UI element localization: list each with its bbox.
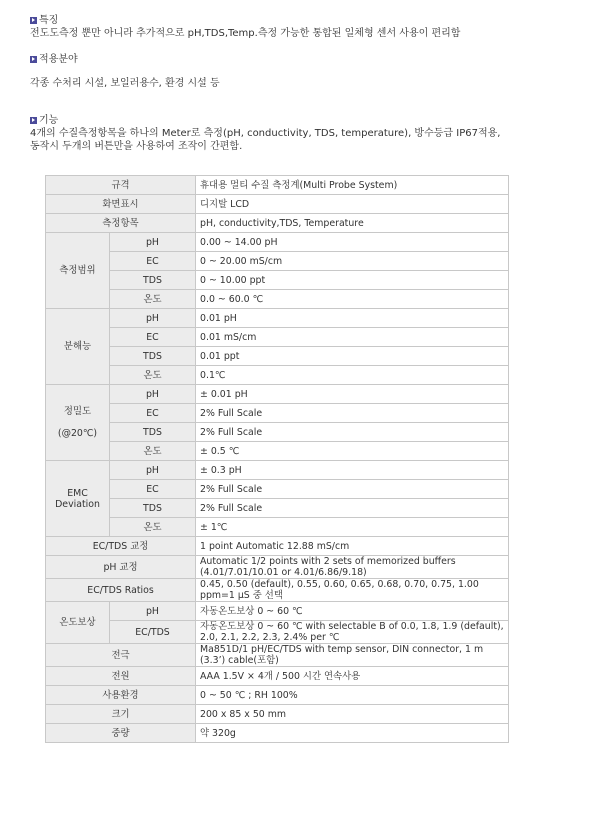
- spec-label: 규격: [46, 176, 196, 195]
- table-row: [46, 233, 509, 252]
- table-row: [46, 195, 509, 214]
- functions-text: 4개의 수질측정항목을 하나의 Meter로 측정(pH, conductivity, TDS, temperature), 방수등급 IP67적용, 동작시 두개의 버튼만을 사용하여 조작이 간편함.: [30, 128, 501, 152]
- table-row: [46, 537, 509, 556]
- size-value: 200 x 85 x 50 mm: [196, 705, 509, 724]
- display-label: 화면표시: [46, 195, 196, 214]
- ph-cal-value: Automatic 1/2 points with 2 sets of memorized buffers (4.01/7.01/10.01 or 4.01/6.86/9.18): [196, 556, 509, 579]
- resolution-sub-value: 0.01 ppt: [196, 347, 509, 366]
- table-row: [46, 176, 509, 195]
- accuracy-sub-value: ± 0.01 pH: [196, 385, 509, 404]
- range-sub-label: pH: [110, 233, 196, 252]
- features-title: [30, 14, 600, 27]
- resolution-label: 분해능: [46, 309, 110, 385]
- resolution-sub-value: 0.01 mS/cm: [196, 328, 509, 347]
- emc-sub-value: 2% Full Scale: [196, 499, 509, 518]
- range-sub-label: 온도: [110, 290, 196, 309]
- features-title-text: 특징: [39, 15, 59, 26]
- environment-label: 사용환경: [46, 686, 196, 705]
- applications-title-text: 적용분야: [39, 54, 78, 65]
- resolution-sub-value: 0.01 pH: [196, 309, 509, 328]
- table-row: [46, 621, 509, 644]
- table-row: [46, 686, 509, 705]
- emc-sub-value: ± 1℃: [196, 518, 509, 537]
- functions-title-text: 기능: [39, 115, 59, 126]
- features-text: 전도도측정 뿐만 아니라 추가적으로 pH,TDS,Temp.측정 가능한 통합된 일체형 센서 사용이 편리함: [30, 28, 461, 39]
- emc-sub-label: pH: [110, 461, 196, 480]
- range-label: 측정범위: [46, 233, 110, 309]
- table-row: [46, 385, 509, 404]
- ratios-label: EC/TDS Ratios: [46, 579, 196, 602]
- environment-value: 0 ~ 50 ℃ ; RH 100%: [196, 686, 509, 705]
- temp-comp-sub-value: 자동온도보상 0 ~ 60 ℃ with selectable B of 0.0, 1.8, 1.9 (default), 2.0, 2.1, 2.2, 2.3, 2.4% per ℃: [196, 621, 509, 644]
- accuracy-label: [46, 385, 110, 461]
- power-label: 전원: [46, 667, 196, 686]
- display-value: 디지탈 LCD: [196, 195, 509, 214]
- table-row: [46, 644, 509, 667]
- size-label: 크기: [46, 705, 196, 724]
- temp-comp-sub-label: pH: [110, 602, 196, 621]
- temp-comp-sub-label: EC/TDS: [110, 621, 196, 644]
- functions-title: [30, 114, 600, 127]
- power-value: AAA 1.5V × 4개 / 500 시간 연속사용: [196, 667, 509, 686]
- accuracy-sub-label: 온도: [110, 442, 196, 461]
- table-row: [46, 214, 509, 233]
- table-row: [46, 252, 509, 271]
- accuracy-sub-label: pH: [110, 385, 196, 404]
- accuracy-label-text: 정밀도: [63, 406, 92, 417]
- arrow-bullet-icon: [30, 17, 37, 24]
- table-row: [46, 556, 509, 579]
- table-row: [46, 442, 509, 461]
- table-row: [46, 404, 509, 423]
- resolution-sub-label: TDS: [110, 347, 196, 366]
- table-row: [46, 602, 509, 621]
- applications-title: [30, 53, 600, 66]
- temp-comp-label: 온도보상: [46, 602, 110, 644]
- resolution-sub-label: pH: [110, 309, 196, 328]
- range-sub-label: EC: [110, 252, 196, 271]
- ec-tds-cal-value: 1 point Automatic 12.88 mS/cm: [196, 537, 509, 556]
- table-row: [46, 579, 509, 602]
- applications-text: 각종 수처리 시설, 보일러용수, 환경 시설 등: [30, 78, 220, 89]
- ec-tds-cal-label: EC/TDS 교정: [46, 537, 196, 556]
- arrow-bullet-icon: [30, 117, 37, 124]
- accuracy-sub-label: EC: [110, 404, 196, 423]
- electrode-label: 전극: [46, 644, 196, 667]
- accuracy-sub-value: 2% Full Scale: [196, 423, 509, 442]
- table-row: [46, 271, 509, 290]
- temp-comp-sub-value: 자동온도보상 0 ~ 60 ℃: [196, 602, 509, 621]
- emc-sub-value: ± 0.3 pH: [196, 461, 509, 480]
- table-row: [46, 518, 509, 537]
- range-sub-value: 0.00 ~ 14.00 pH: [196, 233, 509, 252]
- ratios-value: 0.45, 0.50 (default), 0.55, 0.60, 0.65, 0.68, 0.70, 0.75, 1.00 ppm=1 μS 중 선택: [196, 579, 509, 602]
- range-sub-value: 0 ~ 20.00 mS/cm: [196, 252, 509, 271]
- table-row: [46, 667, 509, 686]
- table-row: [46, 347, 509, 366]
- functions-section: [30, 114, 600, 153]
- resolution-sub-label: 온도: [110, 366, 196, 385]
- range-sub-value: 0.0 ~ 60.0 ℃: [196, 290, 509, 309]
- resolution-sub-value: 0.1℃: [196, 366, 509, 385]
- emc-label: EMC Deviation: [46, 461, 110, 537]
- emc-sub-label: 온도: [110, 518, 196, 537]
- table-row: [46, 705, 509, 724]
- emc-sub-label: EC: [110, 480, 196, 499]
- table-row: [46, 499, 509, 518]
- resolution-sub-label: EC: [110, 328, 196, 347]
- spec-table: [45, 175, 509, 743]
- emc-sub-label: TDS: [110, 499, 196, 518]
- applications-section: [30, 53, 600, 90]
- weight-value: 약 320g: [196, 724, 509, 743]
- accuracy-sub-label: TDS: [110, 423, 196, 442]
- accuracy-sub-value: ± 0.5 ℃: [196, 442, 509, 461]
- accuracy-sub-value: 2% Full Scale: [196, 404, 509, 423]
- emc-sub-value: 2% Full Scale: [196, 480, 509, 499]
- table-row: [46, 328, 509, 347]
- arrow-bullet-icon: [30, 56, 37, 63]
- table-row: [46, 461, 509, 480]
- electrode-value: Ma851D/1 pH/EC/TDS with temp sensor, DIN connector, 1 m (3.3’) cable(포함): [196, 644, 509, 667]
- table-row: [46, 480, 509, 499]
- items-value: pH, conductivity,TDS, Temperature: [196, 214, 509, 233]
- weight-label: 중량: [46, 724, 196, 743]
- table-row: [46, 309, 509, 328]
- range-sub-label: TDS: [110, 271, 196, 290]
- range-sub-value: 0 ~ 10.00 ppt: [196, 271, 509, 290]
- accuracy-sublabel: (@20℃): [57, 428, 98, 439]
- table-row: [46, 423, 509, 442]
- items-label: 측정항목: [46, 214, 196, 233]
- table-row: [46, 366, 509, 385]
- features-section: [30, 14, 600, 40]
- table-row: [46, 724, 509, 743]
- spec-value: 휴대용 멀티 수질 측정계(Multi Probe System): [196, 176, 509, 195]
- ph-cal-label: pH 교정: [46, 556, 196, 579]
- table-row: [46, 290, 509, 309]
